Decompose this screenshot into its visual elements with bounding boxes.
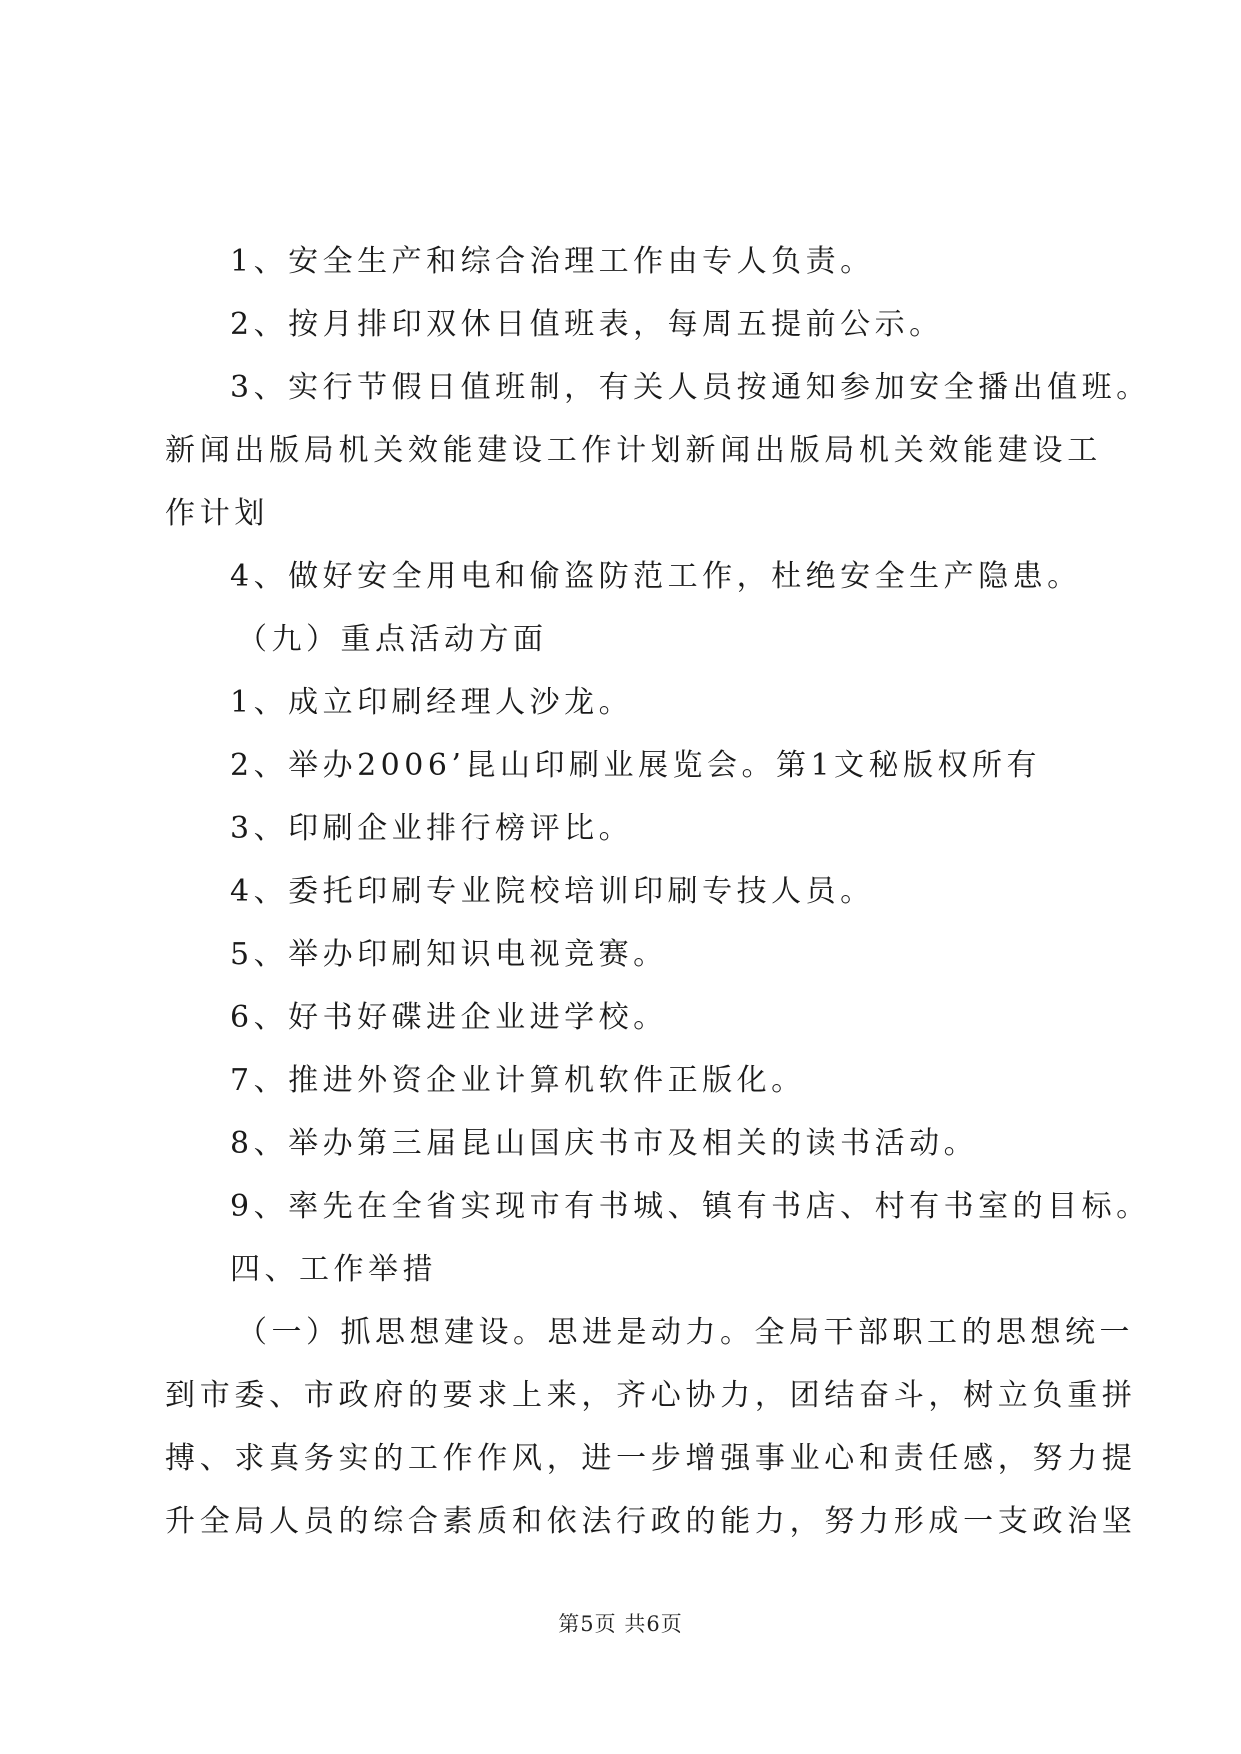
paragraph-line: 搏、求真务实的工作作风，进一步增强事业心和责任感，努力提 bbox=[165, 1441, 1137, 1476]
document-body bbox=[165, 230, 1151, 1553]
paragraph-line: 新闻出版局机关效能建设工作计划新闻出版局机关效能建设工 bbox=[165, 433, 1102, 468]
list-item: 9、率先在全省实现市有书城、镇有书店、村有书室的目标。 bbox=[230, 1189, 1151, 1224]
section-heading: 四、工作举措 bbox=[230, 1252, 437, 1287]
list-item: 2、按月排印双休日值班表，每周五提前公示。 bbox=[230, 307, 944, 342]
list-item: 6、好书好碟进企业进学校。 bbox=[230, 1000, 668, 1035]
list-item: 8、举办第三届昆山国庆书市及相关的读书活动。 bbox=[230, 1126, 979, 1161]
page-footer: 第5页 共6页 bbox=[558, 1612, 683, 1636]
section-heading: （九）重点活动方面 bbox=[237, 622, 548, 657]
list-item: 5、举办印刷知识电视竞赛。 bbox=[230, 937, 668, 972]
paragraph-line: 作计划 bbox=[165, 496, 270, 531]
list-item: 4、委托印刷专业院校培训印刷专技人员。 bbox=[230, 874, 875, 909]
paragraph-line: 升全局人员的综合素质和依法行政的能力，努力形成一支政治坚 bbox=[165, 1504, 1137, 1539]
list-item: 1、安全生产和综合治理工作由专人负责。 bbox=[230, 244, 875, 279]
list-item: 1、成立印刷经理人沙龙。 bbox=[230, 685, 634, 720]
list-item: 2、举办2006’昆山印刷业展览会。第1文秘版权所有 bbox=[230, 748, 1042, 783]
paragraph-line: 到市委、市政府的要求上来，齐心协力，团结奋斗，树立负重拼 bbox=[165, 1378, 1137, 1413]
list-item: 3、实行节假日值班制，有关人员按通知参加安全播出值班。 bbox=[230, 370, 1151, 405]
paragraph-line: （一）抓思想建设。思进是动力。全局干部职工的思想统一 bbox=[237, 1315, 1134, 1350]
list-item: 3、印刷企业排行榜评比。 bbox=[230, 811, 634, 846]
list-item: 4、做好安全用电和偷盗防范工作，杜绝安全生产隐患。 bbox=[230, 559, 1082, 594]
list-item: 7、推进外资企业计算机软件正版化。 bbox=[230, 1063, 806, 1098]
